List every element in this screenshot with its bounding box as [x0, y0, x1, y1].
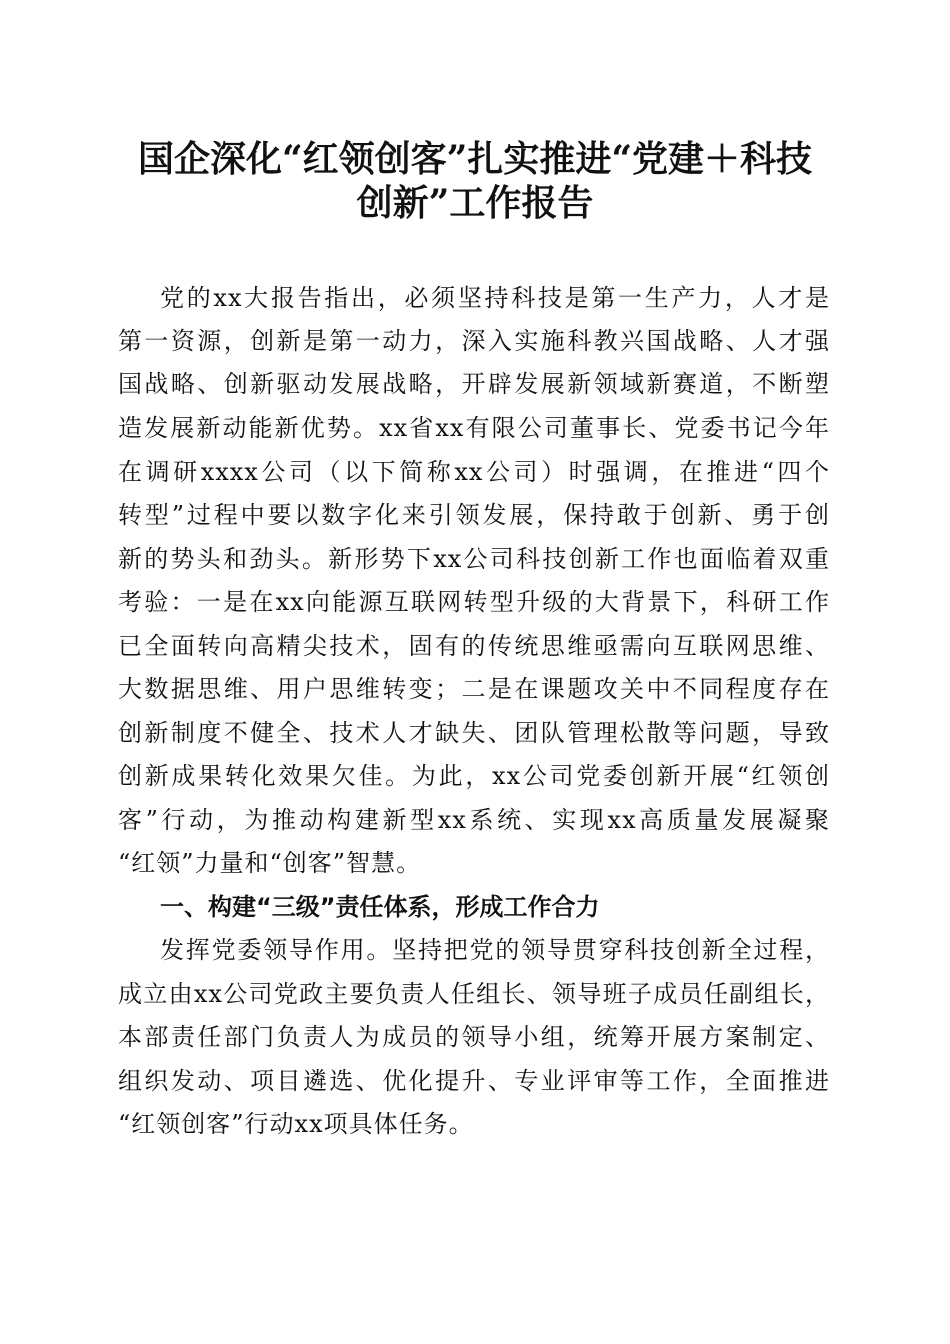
paragraph-line: 党的xx大报告指出，必须坚持科技是第一生产力，人才是	[160, 284, 830, 312]
paragraph-line: “红领”力量和“创客”智慧。	[118, 849, 422, 877]
paragraph-line: 发挥党委领导作用。坚持把党的领导贯穿科技创新全过程，	[160, 936, 830, 964]
paragraph-line: “红领创客”行动xx项具体任务。	[118, 1110, 474, 1138]
paragraph-line: 本部责任部门负责人为成员的领导小组，统筹开展方案制定、	[118, 1023, 830, 1051]
paragraph-line: 组织发动、项目遴选、优化提升、专业评审等工作，全面推进	[118, 1067, 830, 1095]
paragraph-line: 考验：一是在xx向能源互联网转型升级的大背景下，科研工作	[118, 588, 830, 616]
paragraph-line: 新的势头和劲头。新形势下xx公司科技创新工作也面临着双重	[118, 545, 830, 573]
document-title-line-2: 创新”工作报告	[356, 182, 594, 224]
paragraph-line: 大数据思维、用户思维转变；二是在课题攻关中不同程度存在	[118, 675, 830, 703]
paragraph-line: 已全面转向高精尖技术，固有的传统思维亟需向互联网思维、	[118, 632, 830, 660]
paragraph-line: 成立由xx公司党政主要负责人任组长、领导班子成员任副组长，	[118, 980, 830, 1008]
section-heading-1: 一、构建“三级”责任体系，形成工作合力	[160, 893, 600, 921]
paragraph-line: 创新成果转化效果欠佳。为此，xx公司党委创新开展“红领创	[118, 762, 830, 790]
paragraph-line: 客”行动，为推动构建新型xx系统、实现xx高质量发展凝聚	[118, 806, 830, 834]
document-title-line-1: 国企深化“红领创客”扎实推进“党建＋科技	[137, 138, 813, 180]
paragraph-line: 在调研xxxx公司（以下简称xx公司）时强调，在推进“四个	[118, 458, 830, 486]
paragraph-line: 国战略、创新驱动发展战略，开辟发展新领域新赛道，不断塑	[118, 370, 830, 398]
paragraph-line: 转型”过程中要以数字化来引领发展，保持敢于创新、勇于创	[118, 501, 830, 529]
paragraph-line: 第一资源，创新是第一动力，深入实施科教兴国战略、人才强	[118, 327, 830, 355]
paragraph-line: 造发展新动能新优势。xx省xx有限公司董事长、党委书记今年	[118, 414, 830, 442]
paragraph-line: 创新制度不健全、技术人才缺失、团队管理松散等问题，导致	[118, 719, 830, 747]
